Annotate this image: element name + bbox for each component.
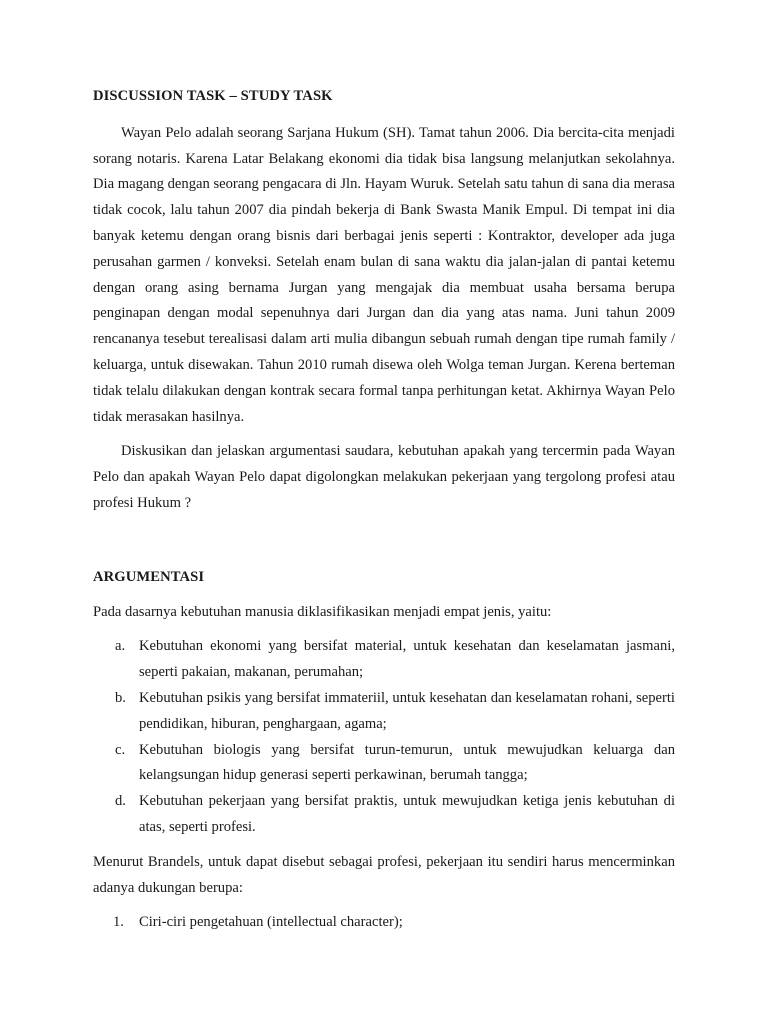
document-body [93,84,675,936]
needs-list [93,634,675,840]
list-marker: a. [115,638,126,655]
list-item [93,634,675,686]
document-title: DISCUSSION TASK – STUDY TASK [93,88,333,104]
list-item-text: Kebutuhan psikis yang bersifat immateriil, untuk kesehatan dan keselamatan rohani, seperti pendidikan, hiburan, penghargaan, agama; [139,689,675,732]
argument-heading: ARGUMENTASI [93,568,205,585]
list-item-text: Kebutuhan ekonomi yang bersifat material, untuk kesehatan dan keselamatan jasmani, seperti pakaian, makanan, perumahan; [139,638,675,681]
list-item [93,910,675,936]
list-marker: b. [115,689,126,706]
list-marker: 1. [113,914,124,931]
question-paragraph: Diskusikan dan jelaskan argumentasi saudara, kebutuhan apakah yang tercermin pada Wayan Pelo dan apakah Wayan Pelo dapat digolongkan melakukan pekerjaan yang tergolong profesi atau profesi Hukum ? [93,443,675,511]
list-item-text: Ciri-ciri pengetahuan (intellectual character); [139,914,403,931]
list-item [93,686,675,738]
list-marker: c. [115,741,126,758]
list-marker: d. [115,793,126,810]
argument-intro: Pada dasarnya kebutuhan manusia diklasifikasikan menjadi empat jenis, yaitu: [93,603,552,620]
list-item [93,789,675,841]
list-item-text: Kebutuhan biologis yang bersifat turun-temurun, untuk mewujudkan keluarga dan kelangsungan hidup generasi seperti perkawinan, berumah tangga; [139,741,675,784]
list-item [93,738,675,790]
case-paragraph: Wayan Pelo adalah seorang Sarjana Hukum (SH). Tamat tahun 2006. Dia bercita-cita menjadi sorang notaris. Karena Latar Belakang ekonomi dia tidak bisa langsung melanjutkan sekolahnya. Dia magang dengan seorang pengacara di Jln. Hayam Wuruk. Setelah satu tahun di sana dia merasa tidak cocok, lalu tahun 2007 dia pindah bekerja di Bank Swasta Manik Empul. Di tempat ini dia banyak ketemu dengan orang bisnis dari berbagai jenis seperti : Kontraktor, developer ada juga perusahan garmen / konveksi. Setelah enam bulan di sana waktu dia jalan-jalan di pantai ketemu dengan orang asing bernama Jurgan yang mengajak dia membuat usaha bersama berupa penginapan dengan modal sepenuhnya dari Jurgan dan dia yang atas nama. Juni tahun 2009 rencananya tesebut terealisasi dalam arti mulia dibangun sebuah rumah dengan tipe rumah family / keluarga, untuk disewakan. Tahun 2010 rumah disewa oleh Wolga teman Jurgan. Kerena berteman tidak telalu dilakukan dengan kontrak secara formal tanpa perhitungan ketat. Akhirnya Wayan Pelo tidak merasakan hasilnya. [93,124,675,425]
list-item-text: Kebutuhan pekerjaan yang bersifat praktis, untuk mewujudkan ketiga jenis kebutuhan di atas, seperti profesi. [139,793,675,835]
criteria-list [93,910,675,936]
brandels-paragraph: Menurut Brandels, untuk dapat disebut sebagai profesi, pekerjaan itu sendiri harus mencerminkan adanya dukungan berupa: [93,853,675,896]
